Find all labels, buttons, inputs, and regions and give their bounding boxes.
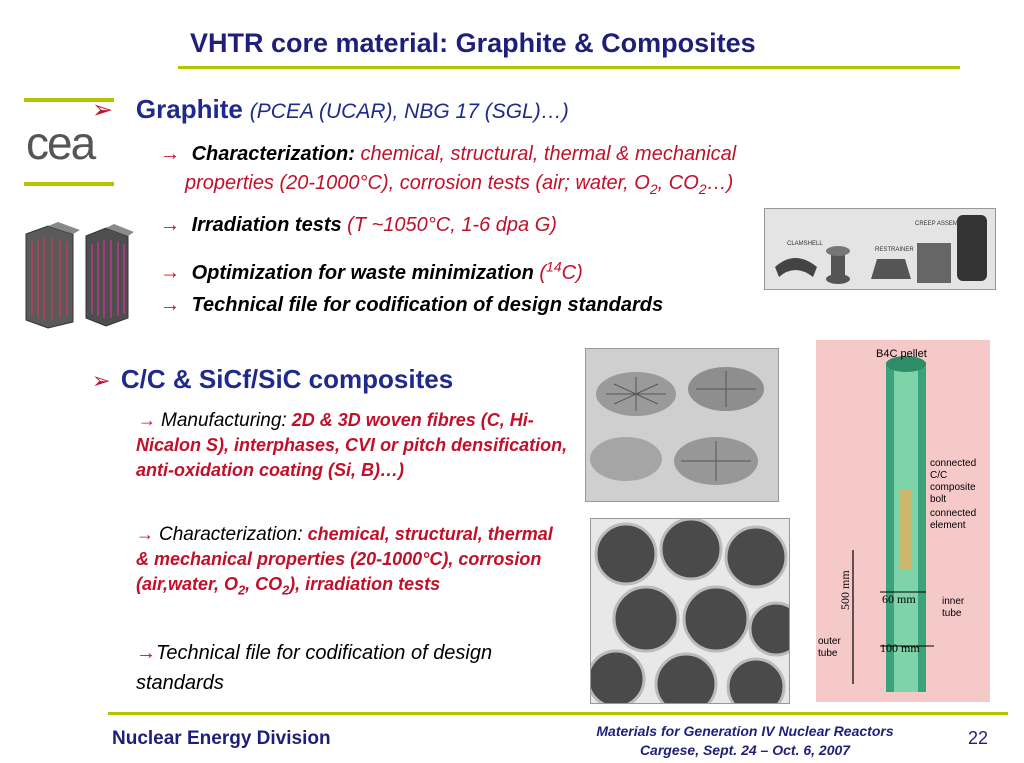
arrow-icon: → [160, 261, 180, 284]
graphite-technical [160, 292, 663, 318]
graphite-characterization-cont [185, 170, 733, 202]
restrainer-label: RESTRAINER [875, 247, 914, 253]
irradiation-label: Irradiation tests [191, 214, 342, 236]
characterization-text-2b: , CO [657, 172, 699, 194]
creep-label: CREEP ASSEMBLY [915, 221, 969, 227]
composites-characterization: → Characterization: chemical, structural, thermal & mechanical properties (20-1000°C), corrosion (air,water, $O_2$, $CO_2$), irradiation tests [136, 524, 553, 598]
manufacturing-label: Manufacturing: [161, 410, 287, 431]
footer-rule [108, 712, 1008, 715]
composites-characterization-label: Characterization: [159, 524, 303, 545]
clamshell-label: CLAMSHELL [787, 241, 823, 247]
composites-technical [136, 638, 576, 698]
graphite-heading: Graphite [135, 94, 243, 124]
graphite-irradiation [160, 212, 557, 238]
footer-event-line2: Cargese, Sept. 24 – Oct. 6, 2007 [639, 742, 851, 758]
characterization-text-1: chemical, structural, thermal & mechanical [360, 143, 737, 165]
graphite-bullet-line [92, 94, 569, 125]
composites-characterization-text-a: chemical, structural, thermal & mechanical properties (20-1000°C), corrosion (air,water, O [136, 524, 553, 594]
fibre-bundle-photo [585, 348, 779, 502]
graphite-optimization [160, 253, 583, 286]
technical-label: Technical file for codification of design standards [191, 294, 664, 316]
characterization-text-2a: properties (20-1000°C), corrosion tests (air; water, O [185, 172, 650, 194]
arrow-icon: → [160, 294, 180, 316]
bullet-icon: ➢ [92, 96, 113, 124]
optimization-note: ($^{14}$C) [539, 258, 583, 284]
dim-100-label: 100 mm [880, 641, 920, 655]
dim-60-label: 60 mm [882, 592, 916, 606]
arrow-icon: → [138, 410, 156, 430]
element-label: connected element [930, 508, 977, 531]
irradiation-note: (T ~1050°C, 1-6 dpa G) [347, 214, 557, 236]
bolt-label: connected C/C composite bolt [930, 458, 977, 505]
arrow-icon: → [160, 214, 180, 236]
optimization-label: Optimization for waste minimization [191, 261, 534, 284]
graphite-characterization [160, 141, 920, 167]
composites-manufacturing [136, 408, 576, 483]
b4c-pellet-label: B4C pellet [876, 348, 927, 360]
test-specimens-photo [764, 208, 996, 290]
control-rod-diagram [816, 340, 990, 702]
o2-sub: 2 [649, 181, 658, 197]
bullet-icon: ➢ [92, 368, 111, 393]
graphite-heading-note: (PCEA (UCAR), NBG 17 (SGL)…) [249, 100, 569, 123]
outer-tube-label: outer tube [818, 636, 841, 659]
inner-tube-label: inner tube [942, 596, 965, 619]
composites-heading: C/C & SiCf/SiC composites [120, 364, 454, 394]
page-number: 22 [968, 728, 989, 748]
composites-technical-label: Technical file for codification of design standards [136, 642, 493, 694]
arrow-icon: → [136, 642, 156, 664]
graphite-blocks-image [18, 222, 138, 330]
manufacturing-text: 2D & 3D woven fibres (C, Hi-Nicalon S), interphases, CVI or pitch densification, anti-oxidation coating (Si, B)…) [136, 410, 568, 480]
title-underline [178, 66, 960, 69]
logo-bottom-bar [24, 182, 114, 186]
footer-event [560, 722, 930, 760]
footer-event-line1: Materials for Generation IV Nuclear Reactors [596, 723, 894, 739]
composites-bullet-line [92, 364, 453, 395]
arrow-icon: → [136, 524, 154, 544]
cea-logo: cea [26, 117, 95, 169]
arrow-icon: → [160, 143, 180, 165]
characterization-text-2c: …) [706, 172, 734, 194]
slide-title: VHTR core material: Graphite & Composites [190, 28, 756, 58]
characterization-label: Characterization: [191, 143, 355, 165]
dim-500-label: 500 mm [838, 570, 852, 610]
fibre-cross-section-photo [590, 518, 790, 704]
footer-division: Nuclear Energy Division [112, 728, 331, 749]
co2-sub: 2 [698, 181, 707, 197]
